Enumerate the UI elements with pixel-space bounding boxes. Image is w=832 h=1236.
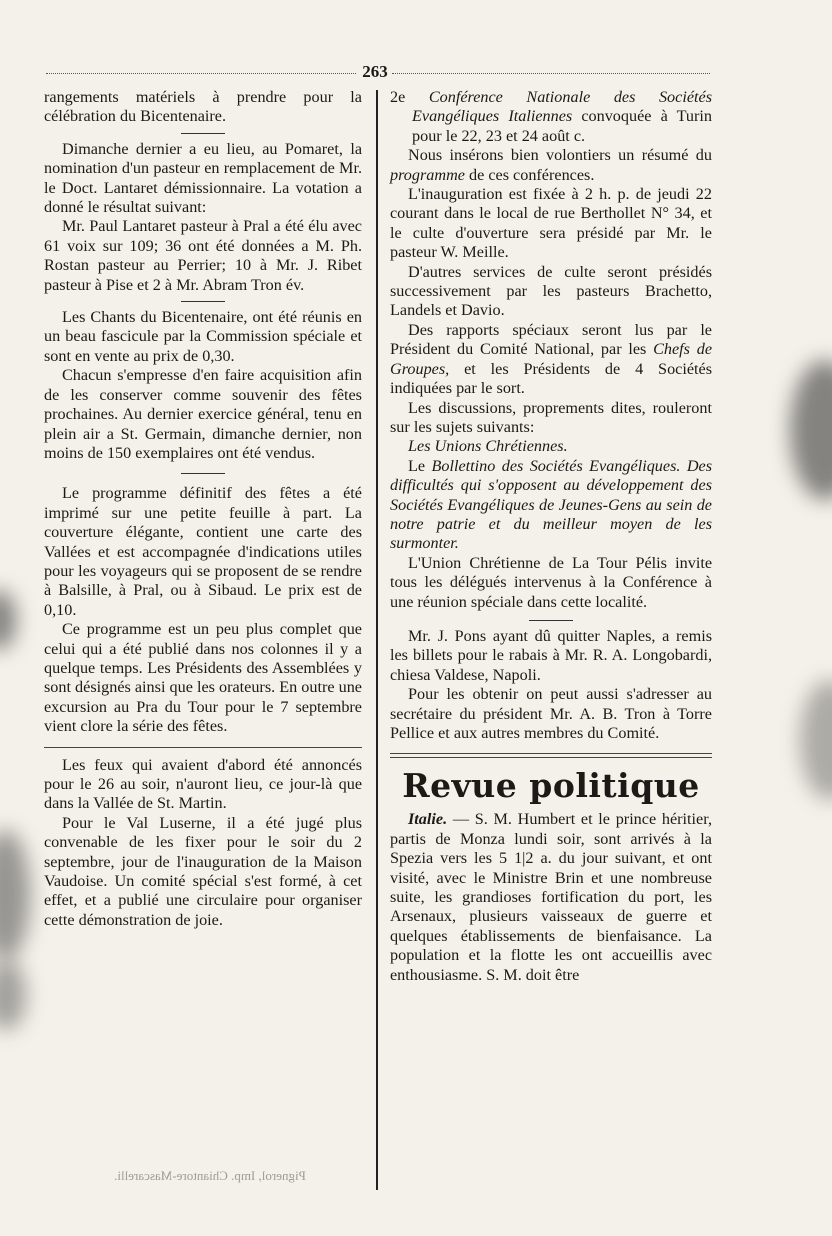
short-separator	[529, 620, 573, 627]
article-paragraph: Les feux qui avaient d'abord été annoncés pour le 26 au soir, n'auront lieu, ce jour-là que dans la Vallée de St. Martin.	[44, 755, 362, 813]
section-title: Revue politique	[402, 766, 700, 806]
article-paragraph: L'inauguration est fixée à 2 h. p. de jeudi 22 courant dans le local de rue Berthollet N° 34, et le culte d'ouverture sera présidé par Mr. le pasteur W. Meille.	[390, 185, 712, 262]
page-number: 263	[362, 62, 388, 81]
italic-run: programme	[390, 165, 465, 184]
text-run: de ces conférences.	[469, 165, 595, 184]
text-run: Des rapports spéciaux seront lus par le Président du Comité National, par les	[390, 320, 712, 359]
text-run: Nous insérons bien volontiers un résumé du	[408, 146, 712, 165]
left-column	[44, 88, 362, 930]
text-run: et les Présidents de 4 Sociétés indiquées par le sort.	[390, 359, 713, 398]
short-separator	[181, 133, 225, 140]
article-paragraph: Pour le Val Luserne, il a été jugé plus convenable de les fixer pour le soir du 2 septembre, jour de l'inauguration de la Maison Vaudoise. Un comité spécial s'est formé, à cet effet, et a publié une circulaire pour organiser cette démonstration de joie.	[44, 813, 362, 929]
printer-imprint: Pignerol, Imp. Chiantore-Mascarelli.	[114, 1168, 306, 1183]
topic-item: Les Unions Chrétiennes.	[408, 437, 568, 456]
country-label: Italie.	[408, 810, 448, 829]
header-rule-right	[392, 73, 710, 74]
article-paragraph: Le programme définitif des fêtes a été imprimé sur une petite feuille à part. La couverture élégante, contient une carte des Vallées et est accompagnée d'indications utiles pour les voyageurs qui se proposent de se rendre à Balsille, à Pral, ou à Sibaud. Le prix est de 0,10.	[44, 484, 362, 619]
short-separator	[181, 301, 225, 308]
article-paragraph: D'autres services de culte seront présidés successivement par les pasteurs Brachetto, Landels et Davio.	[390, 262, 712, 320]
ink-stain	[800, 680, 832, 800]
italic-run: Chefs de Groupes,	[390, 340, 713, 378]
article-paragraph: Les Chants du Bicentenaire, ont été réunis en un beau fascicule par la Commission spéciale et sont en vente au prix de 0,30.	[44, 308, 362, 365]
topic-item	[390, 457, 712, 554]
ink-stain	[0, 960, 26, 1030]
article-paragraph: rangements matériels à prendre pour la célébration du Bicentenaire.	[44, 88, 362, 126]
section-double-rule	[390, 753, 712, 758]
article-paragraph: Pour les obtenir on peut aussi s'adresser au secrétaire du président Mr. A. B. Tron à Torre Pellice et aux autres membres du Comité.	[390, 685, 712, 742]
page-header	[46, 62, 710, 82]
short-separator	[181, 473, 225, 484]
conference-title: Conférence Nationale des Sociétés Evangéliques Italiennes	[412, 88, 712, 126]
section-rule	[44, 747, 362, 748]
ink-stain	[0, 830, 30, 960]
article-paragraph	[390, 321, 712, 399]
article-paragraph: Les discussions, proprements dites, rouleront sur les sujets suivants:	[390, 398, 712, 436]
right-column	[390, 88, 712, 985]
article-paragraph: Mr. Paul Lantaret pasteur à Pral a été élu avec 61 voix sur 109; 36 ont été données a M. Ph. Rostan pasteur au Perrier; 10 à Mr. J. Ribet pasteur à Pise et 2 à Mr. Abram Tron év.	[44, 217, 362, 294]
conference-heading	[390, 88, 712, 146]
ink-stain	[790, 360, 832, 500]
header-rule-left	[46, 73, 356, 74]
text-run: Le	[408, 456, 426, 475]
article-paragraph	[390, 810, 712, 985]
text-run: — S. M. Humbert et le prince héritier, partis de Monza lundi soir, sont arrivés à la Spezia vers les 5 1|2 a. du jour suivant, et ont visité, avec le Ministre Brin et une nombreuse suite, les grandioses fortification du port, les Arsenaux, plusieurs vaisseaux de guerre et quelques établissements de bienfaisance. La population et la flotte les ont accueillis avec enthousiasme. S. M. doit être	[390, 810, 712, 984]
conference-number: 2e	[390, 88, 406, 106]
italic-run: Bollettino des Sociétés Evangéliques. Des difficultés qui s'opposent au développement des Sociétés Evangéliques de Jeunes-Gens au sein de notre patrie et du meilleur moyen de les surmonter.	[390, 456, 712, 553]
column-divider	[376, 90, 378, 1190]
ink-stain	[0, 590, 16, 650]
article-paragraph: Chacun s'empresse d'en faire acquisition afin de les conserver comme souvenir des fêtes prochaines. Au dernier exercice général, tenu en plein air a St. Germain, dimanche dernier, non moins de 150 exemplaires ont été vendus.	[44, 366, 362, 462]
conference-details: convoquée à Turin pour le 22, 23 et 24 août c.	[412, 107, 713, 145]
article-paragraph: L'Union Chrétienne de La Tour Pélis invite tous les délégués intervenus à la Conférence à une réunion spéciale dans cette localité.	[390, 553, 712, 611]
article-paragraph: Mr. J. Pons ayant dû quitter Naples, a remis les billets pour le rabais à Mr. R. A. Longobardi, chiesa Valdese, Napoli.	[390, 626, 712, 684]
article-paragraph: Ce programme est un peu plus complet que celui qui a été publié dans nos colonnes il y a quelque temps. Les Présidents des Assemblées y sont désignés ainsi que les orateurs. En outre une excursion au Pra du Tour pour le 7 septembre vient clore la série des fêtes.	[44, 620, 362, 736]
article-paragraph: Dimanche dernier a eu lieu, au Pomaret, la nomination d'un pasteur en remplacement de Mr. le Doct. Lantaret démissionnaire. La votation a donné le résultat suivant:	[44, 139, 362, 217]
article-paragraph	[390, 146, 712, 185]
